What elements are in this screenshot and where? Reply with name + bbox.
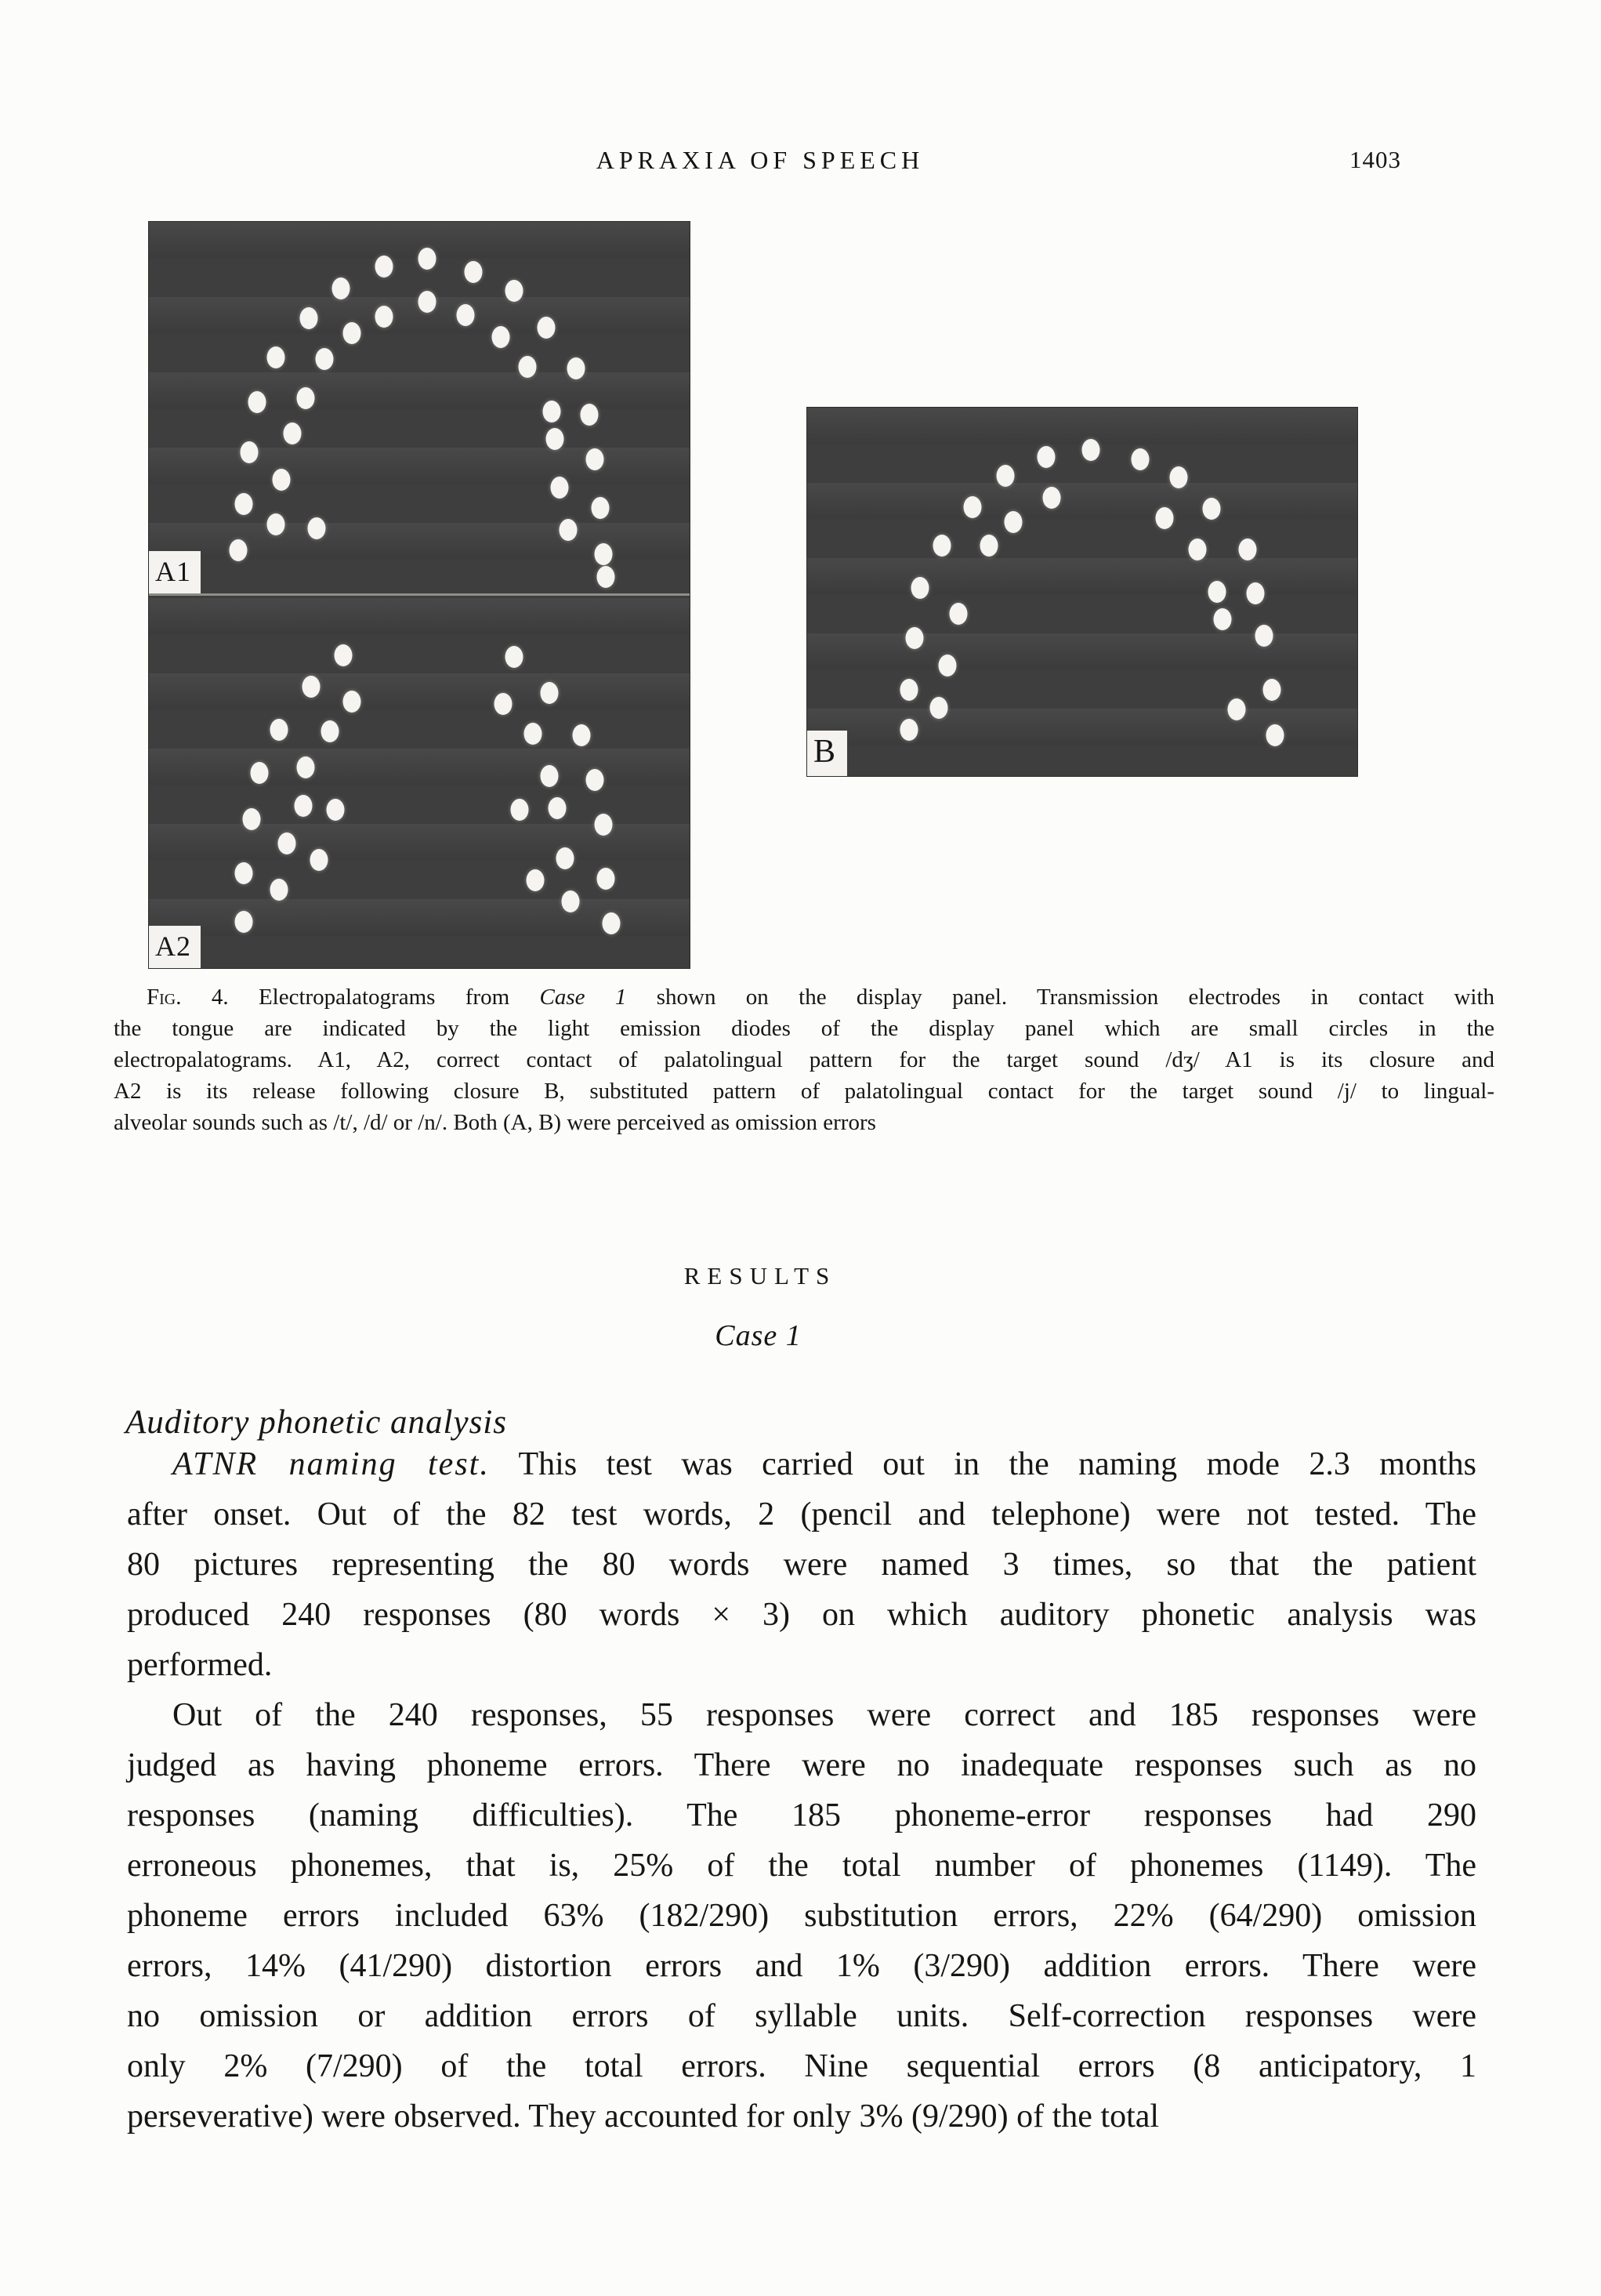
led-dot [297, 387, 315, 409]
led-dot [307, 517, 325, 539]
led-dot [310, 849, 328, 871]
led-dot [594, 814, 612, 836]
led-dot [342, 691, 360, 713]
led-dot [963, 496, 981, 518]
led-dot [418, 291, 436, 313]
figure-caption-text: shown on the display panel. Transmission electrodes in contact with [626, 985, 1495, 1010]
led-dot [277, 832, 295, 854]
led-dot [581, 404, 599, 426]
led-dot [270, 719, 288, 741]
led-dot [456, 304, 474, 326]
led-dot [1005, 511, 1023, 533]
panel-label-a2: A2 [149, 926, 201, 968]
figure-caption-line: alveolar sounds such as /t/, /d/ or /n/. Both (A, B) were perceived as omission errors [114, 1110, 876, 1135]
body-line: judged as having phoneme errors. There were no inadequate responses such as no [127, 1747, 1476, 1783]
figure-caption-line: the tongue are indicated by the light emission diodes of the display panel which are small circles in the [114, 1016, 1494, 1041]
led-dot [567, 357, 585, 379]
led-dot [556, 847, 574, 869]
electropalatogram-a1 [149, 222, 690, 593]
led-dot [996, 465, 1014, 487]
figure-caption-line: A2 is its release following closure B, substituted pattern of palatolingual contact for the target sound /j/ to lingual- [114, 1079, 1494, 1104]
led-dot [491, 326, 509, 348]
led-dot [327, 799, 345, 821]
figure-caption-text: Electropalatograms from [228, 985, 540, 1010]
led-dot [299, 307, 317, 329]
led-dot [267, 513, 285, 535]
led-dot [342, 322, 360, 344]
led-dot [592, 497, 610, 519]
led-dot [559, 519, 577, 541]
led-dot [273, 469, 291, 491]
led-dot [294, 795, 312, 817]
led-dot [900, 679, 918, 701]
led-dot [980, 535, 998, 557]
led-dot [900, 719, 918, 741]
led-dot [234, 911, 252, 933]
figure-caption-line [114, 981, 1494, 1013]
led-dot [545, 428, 563, 450]
led-dot [331, 277, 350, 299]
results-heading: RESULTS [683, 1262, 837, 1289]
led-dot [302, 676, 321, 698]
led-dot [939, 655, 957, 676]
led-dot [1227, 698, 1245, 720]
led-dot [234, 493, 252, 515]
led-dot [527, 869, 545, 891]
led-dot [229, 539, 247, 561]
led-dot [1189, 539, 1207, 560]
body-line: only 2% (7/290) of the total errors. Nine sequential errors (8 anticipatory, 1 [127, 2048, 1476, 2084]
led-dot [950, 603, 968, 625]
figure-caption-case-ref: Case 1 [539, 985, 627, 1010]
led-dot [1263, 679, 1281, 701]
body-line: performed. [127, 1647, 273, 1683]
led-dot [1255, 625, 1273, 647]
body-line: no omission or addition errors of syllable units. Self-correction responses were [127, 1998, 1476, 2034]
led-dot [562, 890, 580, 912]
led-dot [335, 644, 353, 666]
case-1-heading: Case 1 [715, 1319, 802, 1352]
led-dot [905, 627, 923, 649]
led-dot [234, 862, 252, 884]
body-line: responses (naming difficulties). The 185 phoneme-error responses had 290 [127, 1797, 1476, 1834]
led-dot [1214, 608, 1232, 630]
figure-caption-line: electropalatograms. A1, A2, correct contact of palatolingual pattern for the target sound /dʒ/ A1 is its closure and [114, 1047, 1494, 1072]
body-text [127, 1439, 1476, 2142]
electropalatogram-a2 [149, 593, 690, 968]
led-dot [316, 348, 334, 370]
body-line [127, 1439, 1476, 1489]
body-line: erroneous phonemes, that is, 25% of the total number of phonemes (1149). The [127, 1848, 1476, 1884]
led-dot [548, 797, 566, 819]
led-dot [540, 765, 558, 787]
led-dot [933, 535, 951, 557]
led-dot [1038, 446, 1056, 468]
led-dot [248, 391, 266, 413]
led-dot [543, 401, 561, 423]
led-dot [523, 723, 542, 745]
panel-label-b: B [807, 731, 847, 776]
figure-caption [114, 981, 1494, 1138]
figure-caption-fig-label: Fig. 4. [147, 985, 229, 1010]
body-line: 80 pictures representing the 80 words were named 3 times, so that the patient [127, 1547, 1476, 1583]
led-dot [597, 566, 615, 588]
led-dot [1169, 466, 1187, 488]
led-dot [270, 879, 288, 901]
led-dot [283, 423, 301, 444]
atnr-naming-test-label: ATNR naming test. [172, 1446, 490, 1482]
electropalatogram-b [807, 408, 1357, 776]
led-dot [267, 346, 285, 368]
led-dot [297, 756, 315, 778]
led-dot [321, 720, 339, 742]
body-line: after onset. Out of the 82 test words, 2 (pencil and telephone) were not tested. The [127, 1496, 1476, 1532]
led-dot [1043, 487, 1061, 509]
led-dot [594, 543, 612, 565]
led-dot [573, 724, 591, 746]
led-dot [597, 868, 615, 890]
led-dot [1156, 507, 1174, 529]
led-dot [1266, 724, 1284, 746]
led-dot [251, 762, 269, 784]
led-dot [538, 317, 556, 339]
led-dot [1081, 439, 1099, 461]
panel-label-a1: A1 [149, 551, 201, 593]
body-line: Out of the 240 responses, 55 responses were correct and 185 responses were [172, 1697, 1476, 1733]
led-dot [510, 799, 528, 821]
led-dot [911, 577, 929, 599]
led-dot [551, 477, 569, 499]
led-dot [586, 769, 604, 791]
led-dot [418, 248, 436, 270]
body-line: perseverative) were observed. They accounted for only 3% (9/290) of the total [127, 2098, 1160, 2135]
page-number: 1403 [1349, 146, 1401, 173]
led-dot [1238, 539, 1256, 560]
body-line: errors, 14% (41/290) distortion errors and 1% (3/290) addition errors. There were [127, 1948, 1476, 1984]
body-line: produced 240 responses (80 words × 3) on which auditory phonetic analysis was [127, 1597, 1476, 1633]
led-dot [1247, 582, 1265, 604]
led-dot [494, 693, 512, 715]
figure-panel-a [149, 222, 690, 968]
led-dot [540, 682, 558, 704]
led-dot [519, 356, 537, 378]
led-dot [505, 646, 523, 668]
led-dot [930, 697, 948, 719]
running-head-title: APRAXIA OF SPEECH [596, 146, 925, 174]
led-dot [1208, 581, 1226, 603]
auditory-phonetic-analysis-heading: Auditory phonetic analysis [125, 1404, 507, 1441]
body-line-text: This test was carried out in the naming mode 2.3 months [489, 1446, 1476, 1482]
body-line: phoneme errors included 63% (182/290) substitution errors, 22% (64/290) omission [127, 1898, 1476, 1934]
led-dot [243, 808, 261, 830]
led-dot [1202, 498, 1220, 520]
led-dot [375, 256, 393, 277]
led-dot [586, 448, 604, 470]
led-dot [375, 306, 393, 328]
led-dot [602, 912, 620, 934]
led-dot [465, 261, 483, 283]
led-dot [1131, 448, 1149, 470]
led-dot [240, 441, 258, 463]
led-dot [505, 280, 523, 302]
